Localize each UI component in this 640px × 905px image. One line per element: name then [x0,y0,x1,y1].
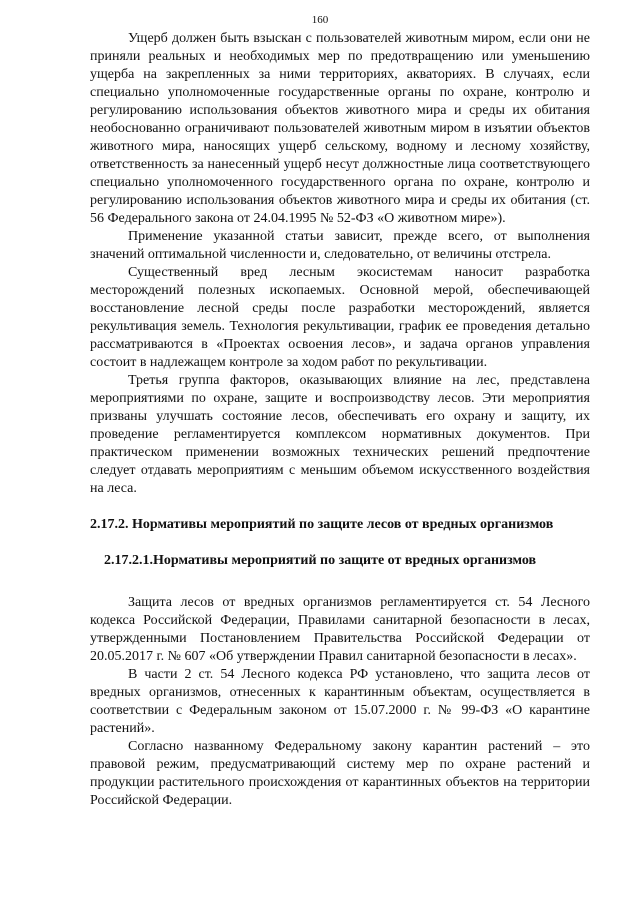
paragraph: Применение указанной статьи зависит, прежде всего, от выполнения значений оптимальной численности и, следовательно, от величины отстрела. [90,229,590,262]
paragraph: Существенный вред лесным экосистемам наносит разработка месторождений полезных ископаемых. Основной мерой, обеспечивающей восстановление лесной среды после разработки месторождений, является рекультивация земель. Технология рекультивации, график ее проведения детально рассматриваются в «Проектах освоения лесов», и задача органов управления состоит в надлежащем контроле за ходом работ по рекультивации. [90,265,590,370]
paragraph: Ущерб должен быть взыскан с пользователей животным миром, если они не приняли реальных и необходимых мер по предотвращению или уменьшению ущерба на закрепленных за ними территориях, акваториях. В случаях, если специально уполномоченные государственные органы по охране, контролю и регулированию использования объектов животного мира и среды их обитания необоснованно ограничивают пользователей животным миром в изъятии объектов животного мира, наносящих ущерб сельскому, водному и лесному хозяйству, ответственность за нанесенный ущерб несут должностные лица соответствующего специально уполномоченного государственного органа по охране, контролю и регулированию использования объектов животного мира и среды их обитания (ст. 56 Федерального закона от 24.04.1995 № 52-ФЗ «О животном мире»). [90,31,590,226]
section-heading: 2.17.2. Нормативы мероприятий по защите лесов от вредных организмов [90,517,554,532]
page-number: 160 [311,14,329,26]
paragraph: Защита лесов от вредных организмов регламентируется ст. 54 Лесного кодекса Российской Федерации, Правилами санитарной безопасности в лесах, утвержденными Постановлением Правительства Российской Федерации от 20.05.2017 г. № 607 «Об утверждении Правил санитарной безопасности в лесах». [90,595,590,664]
page-content [90,30,590,810]
paragraph: В части 2 ст. 54 Лесного кодекса РФ установлено, что защита лесов от вредных организмов, отнесенных к карантинным объектам, осуществляется в соответствии с Федеральным законом от 15.07.2000 г. № 99-ФЗ «О карантине растений». [90,667,590,736]
paragraph: Третья группа факторов, оказывающих влияние на лес, представлена мероприятиями по охране, защите и воспроизводству лесов. Эти мероприятия призваны улучшать состояние лесов, обеспечивать его охрану и защиту, их проведение регламентируется комплексом нормативных документов. При практическом применении возможных технических решений предпочтение следует отдавать мероприятиям с меньшим объемом искусственного воздействия на леса. [90,373,590,496]
paragraph: Согласно названному Федеральному закону карантин растений – это правовой режим, предусматривающий систему мер по охране растений и продукции растительного происхождения от карантинных объектов на территории Российской Федерации. [90,739,590,808]
subsection-heading: 2.17.2.1.Нормативы мероприятий по защите от вредных организмов [104,553,537,568]
